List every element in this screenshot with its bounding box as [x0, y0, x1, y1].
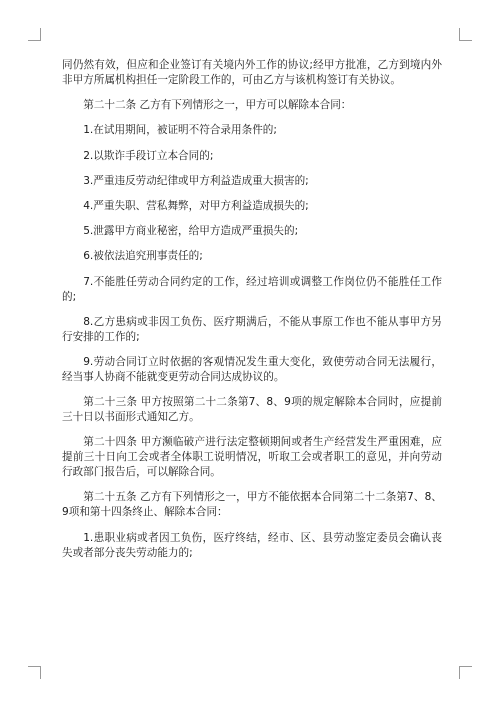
- article-24: 第二十四条 甲方濒临破产进行法定整顿期间或者生产经营发生严重困难，应提前三十日向工会或者全体职工说明情况，听取工会或者职工的意见，并向劳动行政部门报告后，可以解除合同。: [62, 436, 442, 479]
- article-23: 第二十三条 甲方按照第二十二条第7、8、9项的规定解除本合同时，应提前三十日以书面形式通知乙方。: [62, 396, 442, 424]
- list-item: 8.乙方患病或非因工负伤、医疗期满后，不能从事原工作也不能从事甲方另行安排的工作的;: [62, 315, 442, 343]
- list-item: 1.患职业病或者因工负伤，医疗终结，经市、区、县劳动鉴定委员会确认丧失或者部分丧失劳动能力的;: [62, 531, 442, 559]
- list-item: 2.以欺诈手段订立本合同的;: [83, 149, 214, 162]
- list-item: 4.严重失职、营私舞弊，对甲方利益造成损失的;: [83, 199, 309, 212]
- list-item: 1.在试用期间，被证明不符合录用条件的;: [83, 124, 277, 137]
- crop-mark-top-left: [28, 28, 41, 41]
- crop-mark-bottom-right: [459, 666, 472, 679]
- list-item: 7.不能胜任劳动合同约定的工作，经过培训或调整工作岗位仍不能胜任工作的;: [62, 275, 442, 303]
- list-item: 6.被依法追究刑事责任的;: [83, 250, 203, 263]
- paragraph-continued: 同仍然有效，但应和企业签订有关境内外工作的协议;经甲方批准，乙方到境内外非甲方所属机构担任一定阶段工作的，可由乙方与该机构签订有关协议。: [62, 59, 442, 86]
- list-item: 9.劳动合同订立时依据的客观情况发生重大变化，致使劳动合同无法履行，经当事人协商不能就变更劳动合同达成协议的。: [62, 355, 442, 383]
- list-item: 5.泄露甲方商业秘密，给甲方造成严重损失的;: [83, 225, 299, 238]
- article-25-heading: 第二十五条 乙方有下列情形之一，甲方不能依据本合同第二十二条第7、8、9项和第十四条终止、解除本合同：: [62, 491, 442, 519]
- list-item: 3.严重违反劳动纪律或甲方利益造成重大损害的;: [83, 174, 309, 187]
- crop-mark-bottom-left: [28, 666, 41, 679]
- document-body: [62, 58, 442, 571]
- crop-mark-top-right: [459, 28, 472, 41]
- article-22-heading: 第二十二条 乙方有下列情形之一，甲方可以解除本合同：: [83, 99, 352, 112]
